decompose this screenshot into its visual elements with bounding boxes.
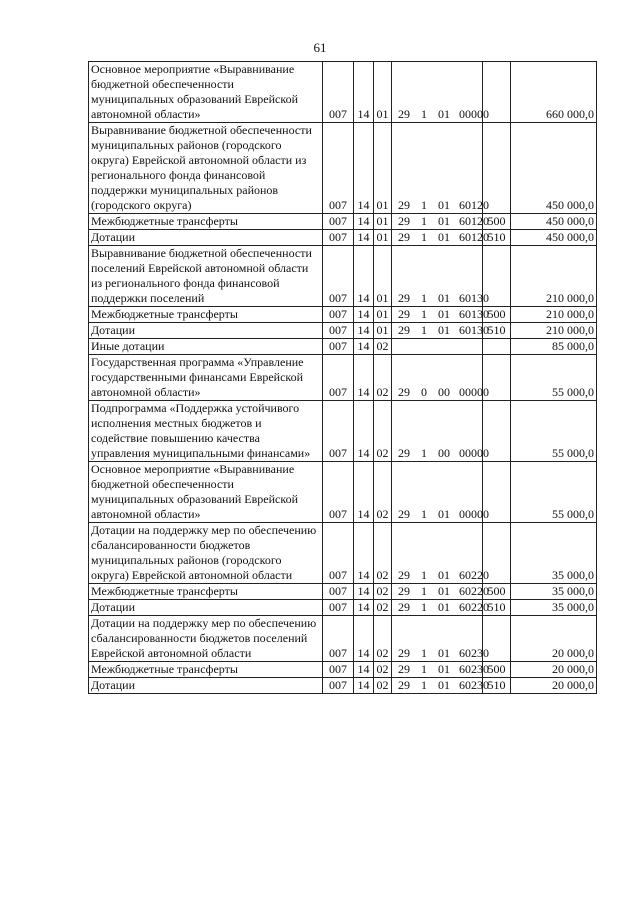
target-article-cs1: 29: [398, 507, 410, 521]
target-article-cs1: 29: [398, 214, 410, 228]
row-name-cell: Основное мероприятие «Выравнивание бюджетной обеспеченности муниципальных образований Еврейской автономной области»: [89, 62, 323, 123]
table-row: [89, 62, 597, 123]
table-row: [89, 230, 597, 246]
expense-type-cell: 510: [483, 323, 511, 339]
amount-cell: 55 000,0: [511, 462, 597, 523]
grbs-cell: 007: [323, 339, 354, 355]
subsection-cell: 01: [374, 123, 392, 214]
target-article-cs4: 00000: [459, 446, 489, 460]
target-article-cs4: 60220: [459, 584, 489, 598]
section-cell: 14: [354, 600, 374, 616]
target-article-cs4: 60130: [459, 291, 489, 305]
grbs-cell: 007: [323, 246, 354, 307]
target-article-cell: [392, 246, 489, 307]
subsection-cell: 01: [374, 214, 392, 230]
amount-cell: 55 000,0: [511, 401, 597, 462]
grbs-cell: 007: [323, 584, 354, 600]
subsection-cell: 01: [374, 246, 392, 307]
target-article-cs4: 60230: [459, 646, 489, 660]
target-article-cs3: 01: [438, 646, 450, 660]
section-cell: 14: [354, 584, 374, 600]
target-article-cs3: 01: [438, 230, 450, 244]
section-cell: 14: [354, 462, 374, 523]
expense-type-cell: 510: [483, 600, 511, 616]
target-article-cs4: 60120: [459, 214, 489, 228]
table-row: [89, 246, 597, 307]
row-name-cell: Выравнивание бюджетной обеспеченности поселений Еврейской автономной области из регионального фонда финансовой поддержки поселений: [89, 246, 323, 307]
row-name-cell: Межбюджетные трансферты: [89, 584, 323, 600]
table-row: [89, 662, 597, 678]
target-article-cs4: 00000: [459, 107, 489, 121]
section-cell: 14: [354, 230, 374, 246]
subsection-cell: 01: [374, 62, 392, 123]
table-row: [89, 307, 597, 323]
target-article-cell: [392, 523, 489, 584]
budget-table: [88, 61, 597, 694]
amount-cell: 85 000,0: [511, 339, 597, 355]
row-name-cell: Дотации: [89, 600, 323, 616]
table-row: [89, 214, 597, 230]
section-cell: 14: [354, 246, 374, 307]
grbs-cell: 007: [323, 214, 354, 230]
row-name-cell: Основное мероприятие «Выравнивание бюджетной обеспеченности муниципальных образований Еврейской автономной области»: [89, 462, 323, 523]
target-article-cs3: 01: [438, 584, 450, 598]
target-article-cs2: 1: [421, 230, 427, 244]
target-article-cs2: 1: [421, 214, 427, 228]
table-row: [89, 523, 597, 584]
target-article-cs3: 01: [438, 507, 450, 521]
target-article-cs1: 29: [398, 198, 410, 212]
section-cell: 14: [354, 401, 374, 462]
section-cell: 14: [354, 678, 374, 694]
target-article-cell: [392, 662, 489, 678]
target-article-cs1: 29: [398, 678, 410, 692]
section-cell: 14: [354, 323, 374, 339]
table-row: [89, 123, 597, 214]
section-cell: 14: [354, 307, 374, 323]
target-article-cs1: 29: [398, 323, 410, 337]
target-article-cs2: 1: [421, 107, 427, 121]
target-article-cs1: 29: [398, 600, 410, 614]
target-article-cs3: 00: [438, 446, 450, 460]
subsection-cell: 02: [374, 523, 392, 584]
target-article-cs1: 29: [398, 307, 410, 321]
target-article-cs2: 1: [421, 662, 427, 676]
subsection-cell: 02: [374, 678, 392, 694]
grbs-cell: 007: [323, 462, 354, 523]
target-article-cs4: 60220: [459, 600, 489, 614]
section-cell: 14: [354, 214, 374, 230]
section-cell: 14: [354, 662, 374, 678]
row-name-cell: Подпрограмма «Поддержка устойчивого исполнения местных бюджетов и содействие повышению качества управления муниципальными финансами»: [89, 401, 323, 462]
grbs-cell: 007: [323, 678, 354, 694]
target-article-cs2: 1: [421, 323, 427, 337]
expense-type-cell: 500: [483, 584, 511, 600]
amount-cell: 20 000,0: [511, 616, 597, 662]
target-article-cs1: 29: [398, 291, 410, 305]
amount-cell: 20 000,0: [511, 662, 597, 678]
table-row: [89, 616, 597, 662]
table-row: [89, 401, 597, 462]
target-article-cs3: 01: [438, 600, 450, 614]
subsection-cell: 01: [374, 230, 392, 246]
expense-type-cell: 500: [483, 662, 511, 678]
target-article-cell: [392, 214, 489, 230]
target-article-cs3: 01: [438, 198, 450, 212]
row-name-cell: Иные дотации: [89, 339, 323, 355]
subsection-cell: 01: [374, 323, 392, 339]
target-article-cs4: 60230: [459, 662, 489, 676]
target-article-cs4: 60130: [459, 307, 489, 321]
grbs-cell: 007: [323, 355, 354, 401]
target-article-cs1: 29: [398, 646, 410, 660]
target-article-cs2: 1: [421, 507, 427, 521]
target-article-cs1: 29: [398, 230, 410, 244]
amount-cell: 450 000,0: [511, 214, 597, 230]
target-article-cell: [392, 62, 489, 123]
amount-cell: 450 000,0: [511, 230, 597, 246]
target-article-cs1: 29: [398, 568, 410, 582]
target-article-cs1: 29: [398, 446, 410, 460]
grbs-cell: 007: [323, 62, 354, 123]
grbs-cell: 007: [323, 662, 354, 678]
row-name-cell: Дотации: [89, 678, 323, 694]
amount-cell: 35 000,0: [511, 584, 597, 600]
target-article-cell: [392, 123, 489, 214]
table-row: [89, 462, 597, 523]
target-article-cs1: 29: [398, 385, 410, 399]
target-article-cs4: 00000: [459, 507, 489, 521]
target-article-cell: [392, 401, 489, 462]
table-body: [89, 62, 597, 694]
subsection-cell: 02: [374, 339, 392, 355]
subsection-cell: 02: [374, 616, 392, 662]
target-article-cs4: 60230: [459, 678, 489, 692]
grbs-cell: 007: [323, 600, 354, 616]
section-cell: 14: [354, 355, 374, 401]
target-article-cs2: 1: [421, 568, 427, 582]
target-article-cs4: 60120: [459, 198, 489, 212]
row-name-cell: Межбюджетные трансферты: [89, 307, 323, 323]
row-name-cell: Дотации: [89, 230, 323, 246]
grbs-cell: 007: [323, 523, 354, 584]
subsection-cell: 02: [374, 462, 392, 523]
table-row: [89, 584, 597, 600]
grbs-cell: 007: [323, 401, 354, 462]
target-article-cs3: 01: [438, 678, 450, 692]
expense-type-cell: 510: [483, 678, 511, 694]
row-name-cell: Межбюджетные трансферты: [89, 214, 323, 230]
target-article-cs3: 01: [438, 323, 450, 337]
target-article-cell: [392, 307, 489, 323]
row-name-cell: Дотации: [89, 323, 323, 339]
target-article-cell: [392, 616, 489, 662]
target-article-cs3: 01: [438, 307, 450, 321]
amount-cell: 210 000,0: [511, 323, 597, 339]
amount-cell: 35 000,0: [511, 523, 597, 584]
amount-cell: 450 000,0: [511, 123, 597, 214]
target-article-cs3: 01: [438, 662, 450, 676]
target-article-cs3: 01: [438, 568, 450, 582]
subsection-cell: 02: [374, 600, 392, 616]
expense-type-cell: [483, 339, 511, 355]
target-article-cs1: 29: [398, 584, 410, 598]
table-row: [89, 600, 597, 616]
target-article-cs2: 1: [421, 198, 427, 212]
grbs-cell: 007: [323, 616, 354, 662]
table-row: [89, 678, 597, 694]
row-name-cell: Государственная программа «Управление государственными финансами Еврейской автономной области»: [89, 355, 323, 401]
table-row: [89, 339, 597, 355]
subsection-cell: 01: [374, 307, 392, 323]
target-article-cs4: 60120: [459, 230, 489, 244]
row-name-cell: Межбюджетные трансферты: [89, 662, 323, 678]
target-article-cell: [392, 230, 489, 246]
target-article-cs4: 60220: [459, 568, 489, 582]
target-article-cs2: 1: [421, 446, 427, 460]
target-article-cell: [392, 584, 489, 600]
expense-type-cell: 510: [483, 230, 511, 246]
amount-cell: 35 000,0: [511, 600, 597, 616]
target-article-cell: [392, 600, 489, 616]
target-article-cell: [392, 678, 489, 694]
target-article-cs2: 1: [421, 600, 427, 614]
row-name-cell: Дотации на поддержку мер по обеспечению сбалансированности бюджетов муниципальных районов (городского округа) Еврейской автономной области: [89, 523, 323, 584]
table-row: [89, 355, 597, 401]
grbs-cell: 007: [323, 230, 354, 246]
subsection-cell: 02: [374, 662, 392, 678]
amount-cell: 660 000,0: [511, 62, 597, 123]
target-article-cs1: 29: [398, 107, 410, 121]
target-article-cs1: 29: [398, 662, 410, 676]
target-article-cs2: 0: [421, 385, 427, 399]
target-article-cs2: 1: [421, 678, 427, 692]
target-article-cell: [392, 462, 489, 523]
target-article-cs2: 1: [421, 584, 427, 598]
row-name-cell: Дотации на поддержку мер по обеспечению сбалансированности бюджетов поселений Еврейской автономной области: [89, 616, 323, 662]
page-number: 61: [313, 40, 327, 55]
section-cell: 14: [354, 339, 374, 355]
grbs-cell: 007: [323, 307, 354, 323]
subsection-cell: 02: [374, 584, 392, 600]
target-article-cs2: 1: [421, 646, 427, 660]
expense-type-cell: 500: [483, 307, 511, 323]
table-row: [89, 323, 597, 339]
target-article-cs3: 01: [438, 291, 450, 305]
section-cell: 14: [354, 616, 374, 662]
target-article-cs3: 00: [438, 385, 450, 399]
grbs-cell: 007: [323, 323, 354, 339]
amount-cell: 20 000,0: [511, 678, 597, 694]
row-name-cell: Выравнивание бюджетной обеспеченности муниципальных районов (городского округа) Еврейской автономной области из регионального фонда финансовой поддержки муниципальных районов (городского округа): [89, 123, 323, 214]
subsection-cell: 02: [374, 355, 392, 401]
target-article-cell: [392, 339, 483, 355]
target-article-cs4: 00000: [459, 385, 489, 399]
section-cell: 14: [354, 62, 374, 123]
target-article-cs3: 01: [438, 107, 450, 121]
subsection-cell: 02: [374, 401, 392, 462]
target-article-cs3: 01: [438, 214, 450, 228]
amount-cell: 55 000,0: [511, 355, 597, 401]
section-cell: 14: [354, 523, 374, 584]
target-article-cs4: 60130: [459, 323, 489, 337]
section-cell: 14: [354, 123, 374, 214]
target-article-cs2: 1: [421, 307, 427, 321]
target-article-cs2: 1: [421, 291, 427, 305]
amount-cell: 210 000,0: [511, 307, 597, 323]
target-article-cell: [392, 355, 489, 401]
amount-cell: 210 000,0: [511, 246, 597, 307]
grbs-cell: 007: [323, 123, 354, 214]
target-article-cell: [392, 323, 489, 339]
expense-type-cell: 500: [483, 214, 511, 230]
